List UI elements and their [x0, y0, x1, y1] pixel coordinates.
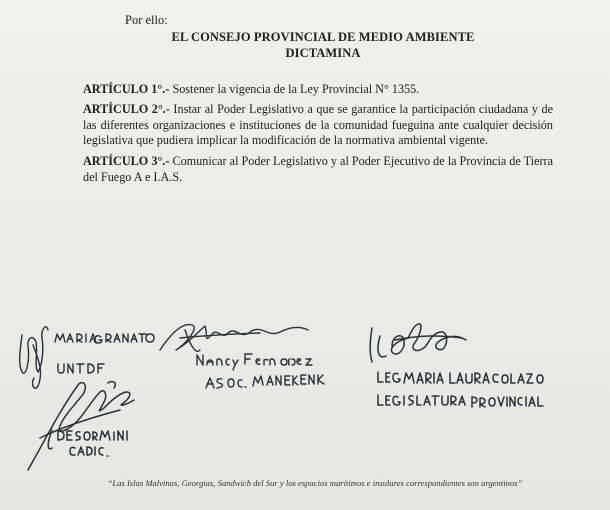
heading-dictamina: DICTAMINA [285, 46, 361, 60]
footer-malvinas-quote: “Las Islas Malvinas, Georgias, Sandwich del Sur y los espacios marítimos e insulares correspondientes son argentinos” [107, 478, 523, 488]
signature-fernandez [160, 325, 324, 388]
article-1-text: Sostener la vigencia de la Ley Provincial N° 1355. [169, 82, 420, 96]
intro-text: Por ello: [125, 13, 168, 27]
signature-colazo [370, 324, 543, 407]
article-2-text: Instar al Poder Legislativo a que se garantice la participación ciudadana y de las diferentes organizaciones e instituciones de la comunidad fueguina ante cualquier decisión legislativa que pudiera implicar la modificación de la normativa ambiental vigente. [83, 102, 554, 147]
article-3-text: Comunicar al Poder Legislativo y al Poder Ejecutivo de la Provincia de Tierra del Fuego A e I.A.S. [83, 154, 553, 184]
heading-council: EL CONSEJO PROVINCIAL DE MEDIO AMBIENTE [171, 30, 475, 44]
article-3-label: ARTÍCULO 3°.- [83, 154, 170, 168]
article-2-label: ARTÍCULO 2°.- [83, 102, 170, 116]
signature-desormini [28, 382, 134, 470]
signature-granato [20, 327, 154, 389]
article-1-label: ARTÍCULO 1°.- [83, 82, 170, 96]
